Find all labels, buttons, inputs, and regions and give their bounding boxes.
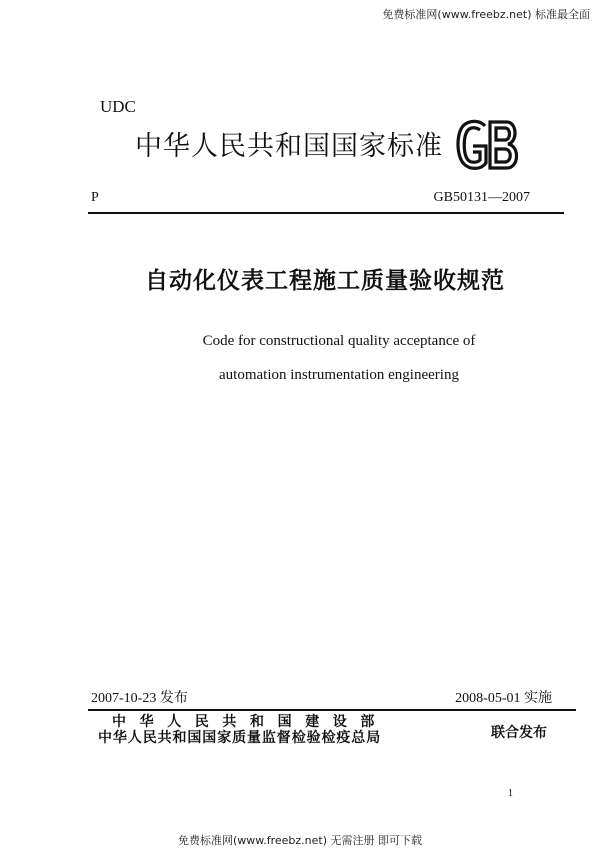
title-english-line2: automation instrumentation engineering (219, 367, 459, 383)
standard-type-heading: 中华人民共和国国家标准 (135, 131, 443, 162)
title-chinese: 自动化仪表工程施工质量验收规范 (145, 268, 505, 294)
gb-logo-icon (452, 116, 522, 174)
implementation-date: 2008-05-01 实施 (455, 691, 552, 706)
page-number: 1 (508, 788, 513, 799)
issue-date: 2007-10-23 发布 (91, 691, 188, 706)
issuer-ministry: 中华人民共和国建设部 (112, 714, 388, 730)
joint-release-label: 联合发布 (491, 725, 547, 741)
udc-label: UDC (100, 97, 136, 116)
top-divider (88, 212, 564, 214)
classification-code: P (91, 190, 99, 205)
watermark-bottom: 免费标准网(www.freebz.net) 无需注册 即可下载 (177, 834, 423, 847)
watermark-top: 免费标准网(www.freebz.net) 标准最全面 (382, 8, 590, 21)
title-english-line1: Code for constructional quality acceptance of (202, 333, 476, 349)
standard-number: GB50131—2007 (433, 190, 530, 205)
issuer-aqsiq: 中华人民共和国国家质量监督检验检疫总局 (98, 730, 382, 746)
